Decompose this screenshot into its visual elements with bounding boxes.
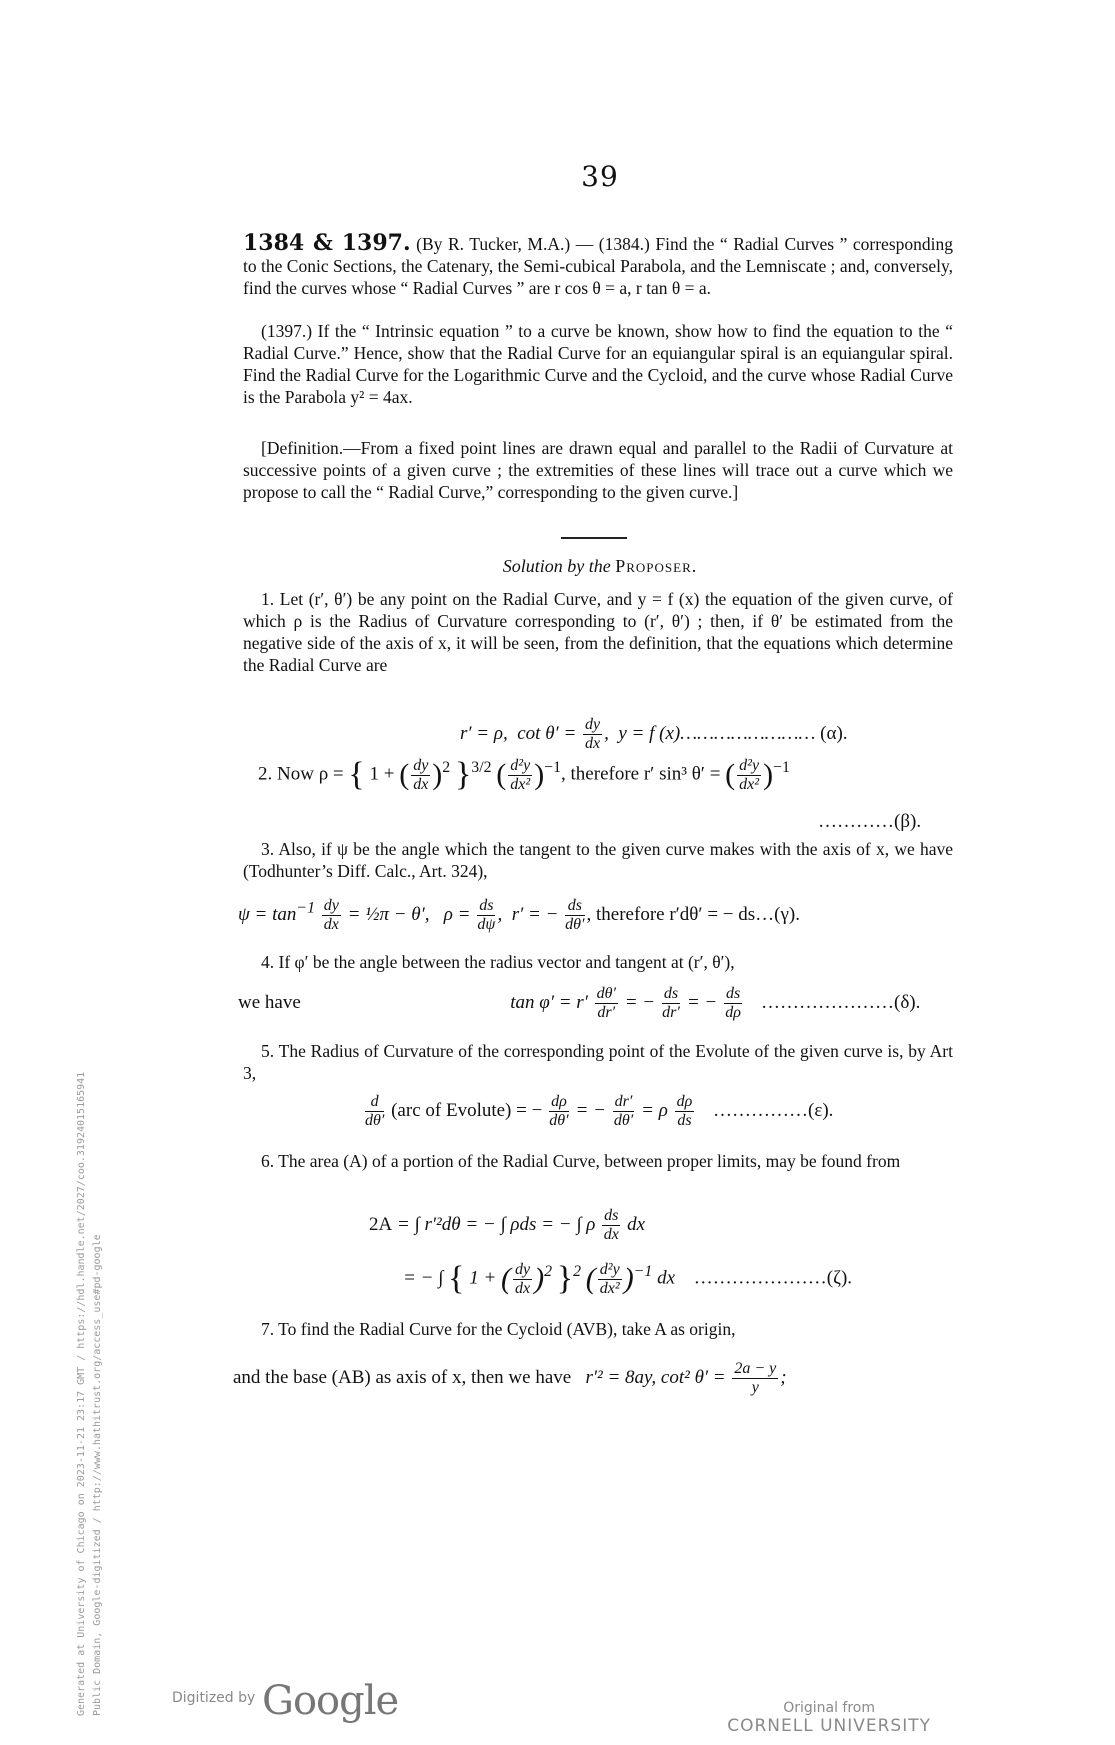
- solution-title-italic: Solution by the: [502, 556, 616, 576]
- problem-1397-text: (1397.) If the “ Intrinsic equation ” to a curve be known, show how to find the equation to the “ Radial Curve.” Hence, show that the Radial Curve for an equiangular spiral is an equiangular spiral. Find the Radial Curve for the Logarithmic Curve and the Cycloid, and the curve whose Radial Curve is the Parabola y² = 4ax.: [243, 321, 953, 407]
- equation-area-2: = − ∫ { 1 + ( $\frac{dy}{dx}$ )$^2$ }$^2$ ( $\frac{\text{d²y}}{\text{dx²}}$ )$^{-1}$ dx …………………(ζ).: [403, 1260, 853, 1297]
- delta-lead: we have: [238, 991, 301, 1013]
- hathitrust-watermark: [74, 816, 106, 1716]
- epsilon-mid: (arc of Evolute) = −: [391, 1099, 543, 1121]
- step-5-text: 5. The Radius of Curvature of the corresponding point of the Evolute of the given curve is, by Art 3,: [243, 1041, 953, 1083]
- solution-title-proposer: Proposer.: [615, 556, 698, 576]
- step-4-text: 4. If φ′ be the angle between the radius vector and tangent at (r′, θ′),: [261, 952, 735, 972]
- gamma-tail: , therefore r′dθ′ = − ds…(γ).: [586, 903, 800, 925]
- watermark-line-2: Public Domain, Google-digitized / http://www.hathitrust.org/access_use#pd-google: [92, 1234, 103, 1716]
- step-1-text: 1. Let (r′, θ′) be any point on the Radial Curve, and y = f (x) the equation of the given curve, of which ρ is the Radius of Curvature corresponding to (r′, θ′) ; then, if θ′ be estimated from the negative side of the axis of x, it will be seen, from the definition, that the equations which determine the Radial Curve are: [243, 589, 953, 675]
- step-6-text: 6. The area (A) of a portion of the Radial Curve, between proper limits, may be found from: [261, 1151, 901, 1171]
- step-7-tail: and the base (AB) as axis of x, then we have: [233, 1366, 572, 1388]
- watermark-line-1: Generated at University of Chicago on 2023-11-21 23:17 GMT / https://hdl.handle.net/2027/coo.31924015165941: [76, 1071, 87, 1716]
- frac-dy-dx: $\frac{dy}{dx}$: [585, 716, 601, 752]
- original-from-block: [727, 1700, 931, 1736]
- step-3-text: 3. Also, if ψ be the angle which the tangent to the given curve makes with the axis of x, we have (Todhunter’s Diff. Calc., Art. 324),: [243, 839, 953, 881]
- page-number: 39: [581, 160, 619, 193]
- section-divider: [561, 537, 627, 539]
- problem-intro-text: (By R. Tucker, M.A.) — (1384.) Find the “ Radial Curves ” corresponding to the Conic Sections, the Catenary, the Semi-cubical Parabola, and the Lemniscate ; and, conversely, find the curves whose “ Radial Curves ” are r cos θ = a, r tan θ = a.: [243, 234, 953, 298]
- delta-tag: …………………(δ).: [761, 991, 921, 1013]
- problem-statement: [243, 232, 953, 299]
- problem-reference: 1384 & 1397.: [243, 230, 411, 256]
- equation-alpha: r′ = ρ, cot θ′ = $\frac{dy}{dx}$ , y = f (x)…………………… (α).: [460, 716, 848, 752]
- alpha-tag: (α).: [820, 722, 848, 744]
- beta-lead: 2. Now ρ =: [258, 763, 344, 785]
- google-logo: Google: [262, 1678, 399, 1724]
- equation-delta: we have tan φ′ = r′ $\frac{d\theta'}{dr'}$ = − $\frac{ds}{dr'}$ = − $\frac{ds}{d\rho}$ …………………(δ).: [238, 985, 921, 1021]
- definition-text: [Definition.—From a fixed point lines are drawn equal and parallel to the Radii of Curvature at successive points of a given curve ; the extremities of these lines will trace out a curve which we propose to call the “ Radial Curve,” corresponding to the given curve.]: [243, 438, 953, 502]
- zeta-tag: …………………(ζ).: [693, 1267, 853, 1289]
- equation-gamma: $\psi = \tan^{-1}$ $\frac{dy}{dx}$ = ½π − θ′, ρ = $\frac{ds}{d\psi}$ , r′ = − $\frac{ds}{d\theta'}$ , therefore r′dθ′ = − ds…(γ).: [238, 897, 800, 933]
- beta-tag: …………(β).: [818, 811, 922, 832]
- digitized-by-label: Digitized by: [172, 1690, 256, 1706]
- epsilon-tag: ……………(ε).: [713, 1099, 834, 1121]
- equation-beta: 2. Now ρ = { 1 + ( $\frac{dy}{dx}$ )$^2$ }$^{3/2}$ ( $\frac{\text{d²y}}{\text{dx²}}$ )$^{-1}$, therefore r′ sin³ θ′ = ( $\frac{\text{d²y}}{\text{dx²}}$ )$^{-1}$: [258, 756, 790, 793]
- institution-name: CORNELL UNIVERSITY: [727, 1716, 931, 1736]
- equation-area-1: 2A = ∫ r′²dθ = − ∫ ρds = − ∫ ρ $\frac{ds}{dx}$ dx: [369, 1207, 646, 1243]
- equation-cycloid: and the base (AB) as axis of x, then we have r′² = 8ay, cot² θ′ = $\frac{2a - y}{y}$ ;: [233, 1360, 787, 1396]
- step-7-text: 7. To find the Radial Curve for the Cycloid (AVB), take A as origin,: [261, 1319, 736, 1339]
- beta-mid: , therefore r′ sin³ θ′ =: [561, 763, 721, 785]
- original-from-label: Original from: [783, 1700, 876, 1716]
- solution-title: [0, 556, 1115, 577]
- equation-epsilon: $\frac{d}{d\theta'}$ (arc of Evolute) = − $\frac{d\rho}{d\theta'}$ = − $\frac{dr'}{d\theta'}$ = ρ $\frac{d\rho}{ds}$ ……………(ε).: [365, 1093, 834, 1129]
